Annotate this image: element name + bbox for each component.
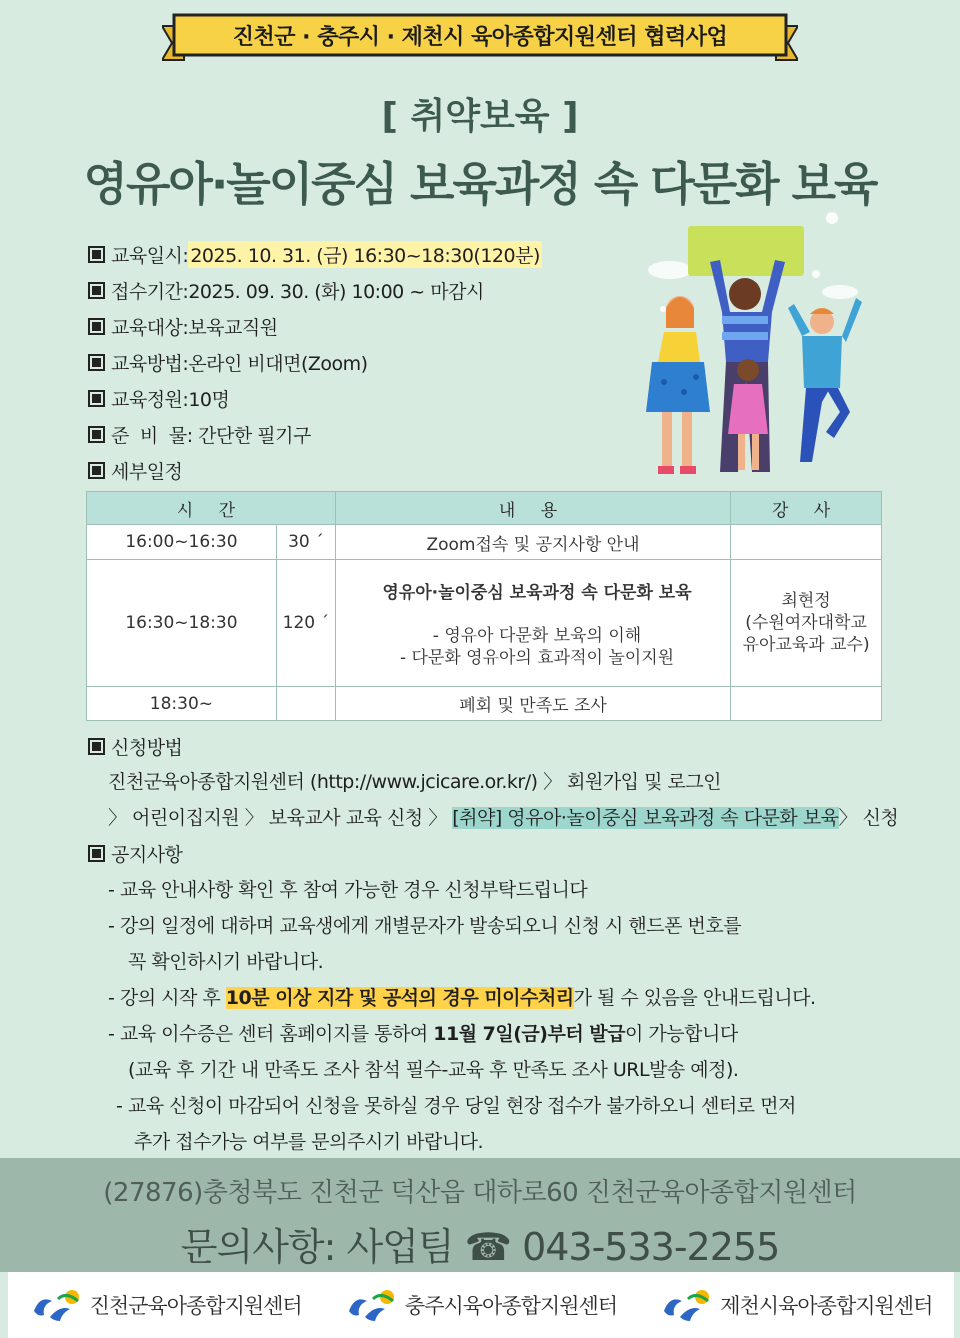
notice-line <box>108 983 816 1010</box>
cell-content <box>335 560 730 687</box>
content-item: - 다문화 영유아의 효과적이 놀이지원 <box>399 647 675 668</box>
notice-date-bold: 11월 7일(금)부터 발급 <box>433 1023 626 1045</box>
logo-text: 제천시육아종합지원센터 <box>720 1294 933 1318</box>
info-item-target <box>88 308 648 344</box>
apply-course-highlight: [취약] 영유아·놀이중심 보육과정 속 다문화 보육 <box>452 807 839 829</box>
info-label: 교육방법: <box>111 352 189 375</box>
page-title: 영유아·놀이중심 보육과정 속 다문화 보육 <box>83 157 877 211</box>
table-row <box>87 560 882 687</box>
logo-text: 진천군육아종합지원센터 <box>89 1294 302 1318</box>
info-item-date <box>88 236 648 272</box>
info-value: 2025. 09. 30. (화) 10:00 ~ 마감시 <box>188 280 484 303</box>
family-illustration <box>630 212 870 482</box>
title-category: [ 취약보육 ] <box>381 96 579 137</box>
info-item-schedule <box>88 452 648 488</box>
table-row <box>87 525 882 560</box>
cell-duration: 120 ´ <box>276 560 335 687</box>
apply-line-2 <box>108 803 898 830</box>
info-value: 간단한 필기구 <box>198 424 311 447</box>
checkbox-square-icon <box>88 845 105 862</box>
cell-time: 16:30~18:30 <box>87 560 277 687</box>
logo-bar <box>8 1272 954 1338</box>
cell-instructor: 최현정 (수원여자대학교 유아교육과 교수) <box>731 560 882 687</box>
cell-content: 폐회 및 만족도 조사 <box>335 687 730 721</box>
content-item: - 영유아 다문화 보육의 이해 <box>432 625 642 646</box>
info-label: 교육대상: <box>111 316 189 339</box>
notice-line: 추가 접수가능 여부를 문의주시기 바랍니다. <box>134 1131 484 1153</box>
footer <box>0 1158 960 1272</box>
checkbox-square-icon <box>88 282 105 299</box>
table-header-instructor: 강 사 <box>731 492 882 525</box>
table-header-time: 시 간 <box>87 492 336 525</box>
center-logo-icon <box>30 1287 84 1323</box>
info-item-capacity <box>88 380 648 416</box>
banner-title: 진천군 · 충주시 · 제천시 육아종합지원센터 협력사업 <box>232 24 728 50</box>
notice-line: - 교육 안내사항 확인 후 참여 가능한 경우 신청부탁드립니다 <box>108 879 588 901</box>
notice-text: - 교육 이수증은 센터 홈페이지를 통하여 <box>108 1023 434 1045</box>
notice-text: 가 될 수 있음을 안내드립니다. <box>573 987 816 1009</box>
info-label: 준 비 물: <box>111 424 199 447</box>
apply-end: 〉 신청 <box>838 807 899 829</box>
info-label: 교육일시: <box>111 244 189 267</box>
apply-line-1: 진천군육아종합지원센터 (http://www.jcicare.or.kr/) 〉 회원가입 및 로그인 <box>108 771 722 793</box>
notice-line: - 강의 일정에 대하며 교육생에게 개별문자가 발송되오니 신청 시 핸드폰 번호를 <box>108 915 742 937</box>
info-item-method <box>88 344 648 380</box>
info-value: 10명 <box>188 388 230 411</box>
notice-line: - 교육 신청이 마감되어 신청을 못하실 경우 당일 현장 접수가 불가하오니 센터로 먼저 <box>116 1095 796 1117</box>
notice-warning-highlight: 10분 이상 지각 및 공석의 경우 미이수처리 <box>225 987 574 1009</box>
notice-section <box>88 836 182 870</box>
info-value: 보육교직원 <box>188 316 278 339</box>
logo-jecheon <box>660 1287 932 1323</box>
apply-path: 〉 어린이집지원 〉 보육교사 교육 신청 〉 <box>108 807 453 829</box>
cell-time: 16:00~16:30 <box>87 525 277 560</box>
info-label: 교육정원: <box>111 388 189 411</box>
logo-chungju <box>345 1287 617 1323</box>
logo-jincheon <box>30 1287 302 1323</box>
center-logo-icon <box>660 1287 714 1323</box>
checkbox-square-icon <box>88 390 105 407</box>
info-value: 2025. 10. 31. (금) 16:30~18:30(120분) <box>188 241 542 268</box>
apply-section <box>88 729 182 763</box>
checkbox-square-icon <box>88 462 105 479</box>
checkbox-square-icon <box>88 246 105 263</box>
cell-duration <box>276 687 335 721</box>
notice-text: 이 가능합니다 <box>625 1023 738 1045</box>
info-value: 온라인 비대면(Zoom) <box>188 352 368 375</box>
cell-time: 18:30~ <box>87 687 277 721</box>
cell-instructor <box>731 525 882 560</box>
checkbox-square-icon <box>88 354 105 371</box>
center-logo-icon <box>345 1287 399 1323</box>
checkbox-square-icon <box>88 426 105 443</box>
content-title: 영유아·놀이중심 보육과정 속 다문화 보육 <box>382 582 692 603</box>
notice-heading: 공지사항 <box>111 843 183 866</box>
notice-line: (교육 후 기간 내 만족도 조사 참석 필수-교육 후 만족도 조사 URL발송 예정). <box>128 1059 739 1081</box>
checkbox-square-icon <box>88 318 105 335</box>
checkbox-square-icon <box>88 738 105 755</box>
info-item-period <box>88 272 648 308</box>
table-header-row <box>87 492 882 525</box>
logo-text: 충주시육아종합지원센터 <box>404 1294 618 1318</box>
cell-content: Zoom접속 및 공지사항 안내 <box>335 525 730 560</box>
schedule-table <box>86 491 882 721</box>
info-label: 세부일정 <box>111 460 183 483</box>
cell-instructor <box>731 687 882 721</box>
info-label: 접수기간: <box>111 280 189 303</box>
footer-address: (27876)충청북도 진천군 덕산읍 대하로60 진천군육아종합지원센터 <box>103 1178 857 1208</box>
table-row <box>87 687 882 721</box>
apply-heading: 신청방법 <box>111 736 183 759</box>
header-banner <box>162 12 798 66</box>
notice-line: 꼭 확인하시기 바랍니다. <box>128 951 324 973</box>
notice-line <box>108 1019 738 1046</box>
info-item-supplies <box>88 416 648 452</box>
notice-text: - 강의 시작 후 <box>108 987 226 1009</box>
info-list <box>88 236 648 488</box>
footer-contact: 문의사항: 사업팀 ☎ 043-533-2255 <box>180 1225 780 1269</box>
cell-duration: 30 ´ <box>276 525 335 560</box>
table-header-content: 내 용 <box>335 492 730 525</box>
